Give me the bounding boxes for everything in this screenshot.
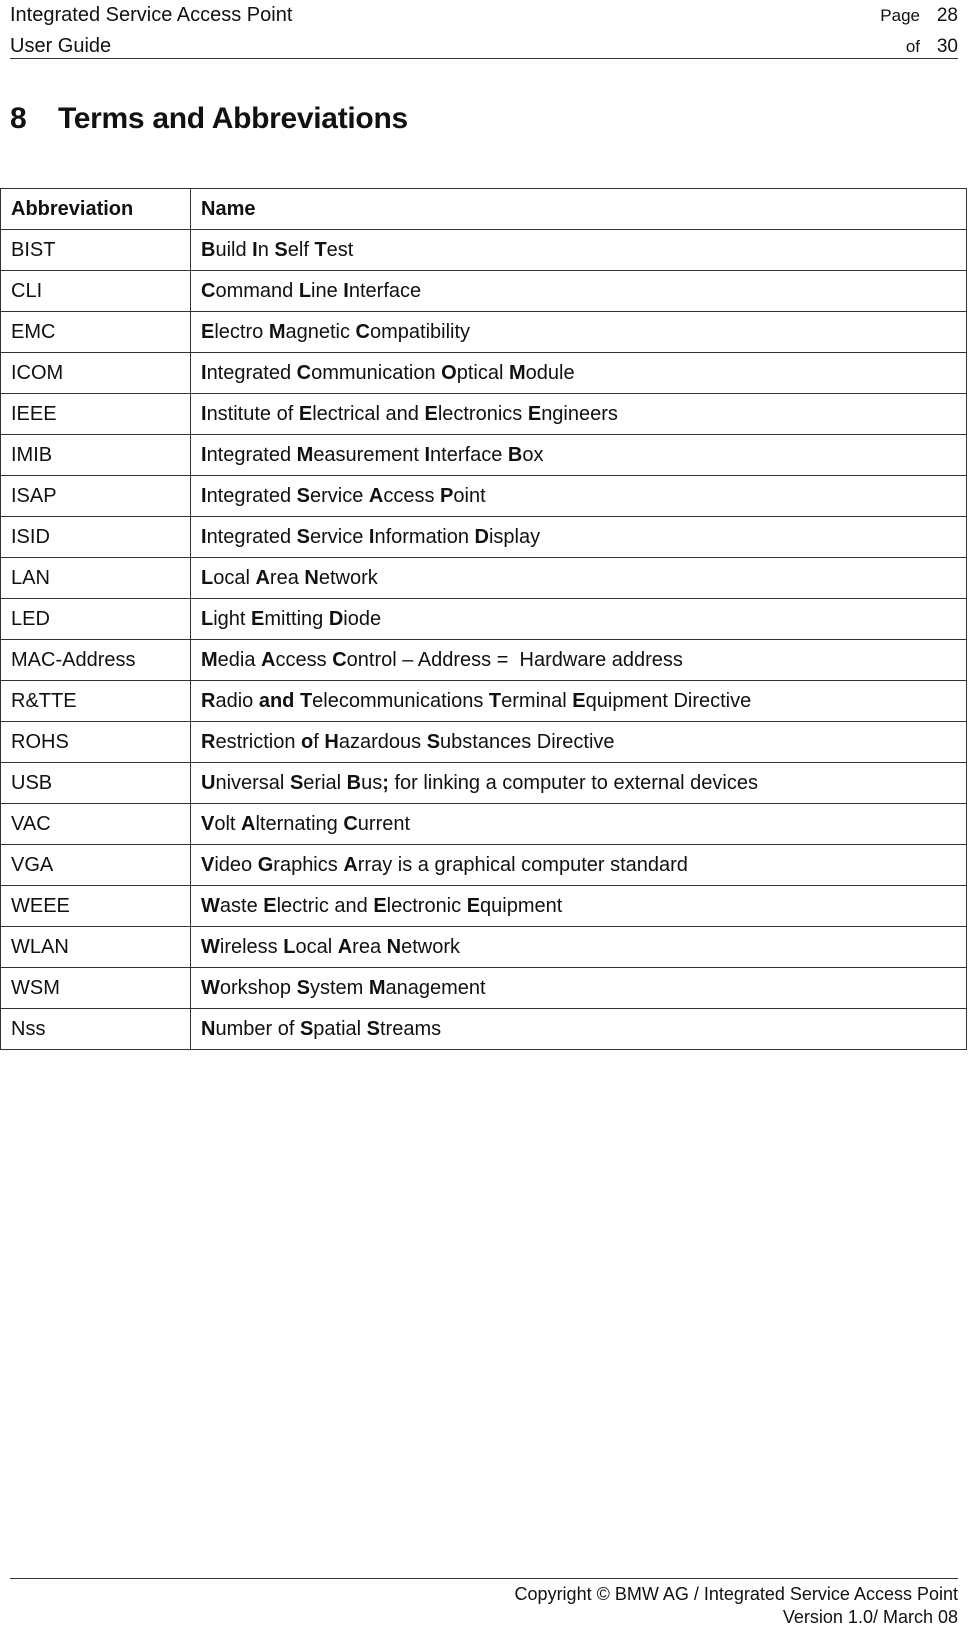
name-initial: W xyxy=(201,976,220,999)
table-row xyxy=(1,476,967,517)
abbreviation-cell: WSM xyxy=(1,968,191,1009)
abbreviation-cell: IEEE xyxy=(1,394,191,435)
copyright-text: Copyright © BMW AG / Integrated Service Access Point xyxy=(514,1584,958,1604)
abbreviations-table xyxy=(0,188,967,1050)
name-initial: E xyxy=(572,689,586,712)
name-text: azardous xyxy=(338,730,427,753)
document-title: Integrated Service Access Point xyxy=(10,4,293,26)
name-initial: C xyxy=(296,361,312,384)
name-initial: C xyxy=(343,812,358,835)
table-row xyxy=(1,763,967,804)
name-initial: W xyxy=(201,894,220,917)
name-initial: I xyxy=(201,361,207,384)
name-text: n xyxy=(257,238,275,261)
name-text: ntegrated xyxy=(206,484,297,507)
name-text: aste xyxy=(219,894,264,917)
name-text: ngineers xyxy=(541,402,618,425)
abbreviation-cell: ISID xyxy=(1,517,191,558)
name-cell xyxy=(191,230,967,271)
abbreviation-cell: ICOM xyxy=(1,353,191,394)
name-initial: M xyxy=(201,648,218,671)
name-text: f xyxy=(313,730,325,753)
table-row xyxy=(1,1009,967,1050)
name-text: iode xyxy=(343,607,382,630)
name-cell xyxy=(191,271,967,312)
table-row xyxy=(1,517,967,558)
name-initial: L xyxy=(283,935,296,958)
name-initial: L xyxy=(298,279,312,302)
name-text: nterface xyxy=(430,443,508,466)
name-initial: R xyxy=(201,689,216,712)
name-text: ight xyxy=(213,607,252,630)
abbreviation-cell: USB xyxy=(1,763,191,804)
name-text: rea xyxy=(352,935,387,958)
name-text: agnetic xyxy=(285,320,356,343)
table-row xyxy=(1,845,967,886)
name-text: ubstances Directive xyxy=(440,730,615,753)
abbreviation-cell: VAC xyxy=(1,804,191,845)
name-text: erminal xyxy=(501,689,573,712)
abbreviation-cell: WEEE xyxy=(1,886,191,927)
name-text: umber of xyxy=(215,1017,300,1040)
name-text: ntegrated xyxy=(206,443,297,466)
name-initial: H xyxy=(324,730,339,753)
name-text: isplay xyxy=(488,525,541,548)
name-initial: A xyxy=(343,853,358,876)
name-text: mitting xyxy=(264,607,329,630)
table-row xyxy=(1,968,967,1009)
name-text: nformation xyxy=(374,525,475,548)
name-cell xyxy=(191,394,967,435)
name-text: odule xyxy=(525,361,575,384)
name-text: uild xyxy=(215,238,253,261)
abbreviation-cell: Nss xyxy=(1,1009,191,1050)
name-text: oint xyxy=(453,484,486,507)
name-initial: C xyxy=(332,648,347,671)
name-initial: E xyxy=(373,894,387,917)
name-text: ompatibility xyxy=(370,320,471,343)
name-initial: S xyxy=(296,976,310,999)
page-footer xyxy=(10,1578,958,1629)
name-cell xyxy=(191,476,967,517)
name-initial: I xyxy=(343,279,349,302)
name-initial: S xyxy=(274,238,288,261)
abbreviation-cell: BIST xyxy=(1,230,191,271)
table-row xyxy=(1,394,967,435)
name-initial: B xyxy=(507,443,523,466)
name-initial: V xyxy=(201,812,215,835)
name-text: ocal xyxy=(213,566,256,589)
name-initial: D xyxy=(328,607,344,630)
document-subtitle: User Guide xyxy=(10,35,112,57)
name-initial: A xyxy=(241,812,256,835)
name-text: urrent xyxy=(357,812,411,835)
name-initial: S xyxy=(366,1017,380,1040)
name-initial: S xyxy=(289,771,304,794)
table-row xyxy=(1,640,967,681)
name-initial: V xyxy=(201,853,215,876)
abbreviation-cell: LAN xyxy=(1,558,191,599)
name-initial: C xyxy=(355,320,370,343)
name-text: ine xyxy=(311,279,344,302)
page-header xyxy=(10,0,958,59)
name-cell xyxy=(191,558,967,599)
name-initial: T xyxy=(488,689,502,712)
section-title: Terms and Abbreviations xyxy=(58,102,408,135)
name-initial: I xyxy=(201,402,207,425)
name-text: easurement xyxy=(313,443,425,466)
abbreviation-cell: MAC-Address xyxy=(1,640,191,681)
name-initial: I xyxy=(424,443,431,466)
name-text: est xyxy=(326,238,354,261)
name-cell xyxy=(191,599,967,640)
abbreviation-cell: R&TTE xyxy=(1,681,191,722)
name-cell xyxy=(191,722,967,763)
name-text: etwork xyxy=(318,566,378,589)
name-cell xyxy=(191,1009,967,1050)
name-text: ervice xyxy=(309,484,369,507)
name-initial: G xyxy=(257,853,274,876)
name-text: lectronic xyxy=(386,894,467,917)
name-initial: A xyxy=(261,648,276,671)
name-text: lectronics xyxy=(437,402,528,425)
section-number: 8 xyxy=(10,102,27,135)
name-cell xyxy=(191,640,967,681)
name-initial: W xyxy=(201,935,220,958)
name-text: anagement xyxy=(385,976,486,999)
name-initial: E xyxy=(251,607,265,630)
name-initial: N xyxy=(304,566,319,589)
name-initial: I xyxy=(252,238,258,261)
name-cell xyxy=(191,681,967,722)
name-initial: E xyxy=(298,402,313,425)
page-indicator xyxy=(860,0,958,62)
name-initial: S xyxy=(296,525,310,548)
table-row xyxy=(1,271,967,312)
name-initial: M xyxy=(368,976,386,999)
table-row xyxy=(1,722,967,763)
abbreviation-cell: IMIB xyxy=(1,435,191,476)
name-cell xyxy=(191,968,967,1009)
name-initial: S xyxy=(296,484,310,507)
name-initial: and T xyxy=(258,689,313,712)
name-initial: N xyxy=(201,1017,216,1040)
name-text: edia xyxy=(217,648,262,671)
name-text: ocal xyxy=(295,935,338,958)
page-number: 28 xyxy=(936,5,958,26)
name-text: rea xyxy=(269,566,305,589)
name-text: lectro xyxy=(214,320,269,343)
table-row xyxy=(1,353,967,394)
name-text: for linking a computer to external devices xyxy=(388,771,758,794)
name-text: etwork xyxy=(401,935,460,958)
name-text: ideo xyxy=(214,853,258,876)
name-text: ervice xyxy=(309,525,369,548)
name-cell xyxy=(191,763,967,804)
name-cell xyxy=(191,886,967,927)
name-text: elecommunications xyxy=(312,689,489,712)
name-initial: A xyxy=(255,566,270,589)
name-text: rray is a graphical computer standard xyxy=(357,853,688,876)
column-header-name: Name xyxy=(191,189,967,230)
name-initial: M xyxy=(268,320,286,343)
name-initial: E xyxy=(263,894,277,917)
name-initial: A xyxy=(337,935,353,958)
name-text: ntegrated xyxy=(206,525,297,548)
total-pages: 30 xyxy=(936,36,958,57)
table-row xyxy=(1,435,967,476)
name-text: niversal xyxy=(215,771,290,794)
name-text: elf xyxy=(287,238,315,261)
name-text: raphics xyxy=(273,853,344,876)
table-header-row xyxy=(1,189,967,230)
name-text: nterface xyxy=(348,279,422,302)
name-text: erial xyxy=(303,771,347,794)
version-text: Version 1.0/ March 08 xyxy=(782,1607,958,1627)
name-text: quipment xyxy=(480,894,563,917)
of-label: of xyxy=(905,37,920,56)
header-titles xyxy=(10,0,292,62)
name-initial: I xyxy=(201,484,207,507)
abbreviation-cell: VGA xyxy=(1,845,191,886)
name-initial: E xyxy=(201,320,215,343)
abbreviation-cell: ISAP xyxy=(1,476,191,517)
name-text: ireless xyxy=(219,935,284,958)
name-cell xyxy=(191,353,967,394)
name-text: ommand xyxy=(215,279,299,302)
name-initial: B xyxy=(201,238,216,261)
name-cell xyxy=(191,927,967,968)
name-text: treams xyxy=(380,1017,442,1040)
name-initial: L xyxy=(201,566,214,589)
name-initial: E xyxy=(527,402,542,425)
name-initial: E xyxy=(424,402,438,425)
name-initial: L xyxy=(201,607,214,630)
name-text: lectric and xyxy=(276,894,374,917)
name-text: lternating xyxy=(255,812,344,835)
name-text: estriction xyxy=(215,730,302,753)
name-cell xyxy=(191,845,967,886)
name-text: ccess xyxy=(275,648,333,671)
name-initial: I xyxy=(201,443,207,466)
name-cell xyxy=(191,435,967,476)
name-initial: R xyxy=(201,730,216,753)
name-text: orkshop xyxy=(219,976,297,999)
table-row xyxy=(1,312,967,353)
name-text: ox xyxy=(522,443,544,466)
name-initial: D xyxy=(474,525,489,548)
name-text: ommunication xyxy=(311,361,442,384)
table-row xyxy=(1,681,967,722)
name-initial: ; xyxy=(382,771,389,794)
name-initial: O xyxy=(441,361,457,384)
abbreviation-cell: LED xyxy=(1,599,191,640)
name-initial: C xyxy=(201,279,216,302)
name-cell xyxy=(191,804,967,845)
name-text: lectrical and xyxy=(312,402,425,425)
table-row xyxy=(1,230,967,271)
name-initial: A xyxy=(368,484,384,507)
name-text: ccess xyxy=(383,484,441,507)
name-initial: E xyxy=(466,894,481,917)
table-row xyxy=(1,599,967,640)
name-text: ystem xyxy=(309,976,369,999)
name-initial: M xyxy=(508,361,526,384)
name-text: ontrol – Address = Hardware address xyxy=(346,648,683,671)
name-text: ntegrated xyxy=(206,361,297,384)
name-initial: S xyxy=(299,1017,314,1040)
page-label: Page xyxy=(880,6,920,25)
name-initial: B xyxy=(346,771,362,794)
name-initial: U xyxy=(201,771,216,794)
name-cell xyxy=(191,517,967,558)
name-initial: P xyxy=(440,484,454,507)
table-row xyxy=(1,886,967,927)
name-text: quipment Directive xyxy=(585,689,752,712)
name-cell xyxy=(191,312,967,353)
name-initial: M xyxy=(296,443,314,466)
name-initial: S xyxy=(426,730,441,753)
abbreviation-cell: EMC xyxy=(1,312,191,353)
section-heading xyxy=(10,102,408,136)
name-initial: I xyxy=(201,525,207,548)
table-row xyxy=(1,927,967,968)
abbreviation-cell: WLAN xyxy=(1,927,191,968)
table-row xyxy=(1,558,967,599)
name-text: olt xyxy=(214,812,242,835)
table-body xyxy=(1,230,967,1050)
name-text: ptical xyxy=(456,361,509,384)
name-text: adio xyxy=(215,689,259,712)
name-text: patial xyxy=(313,1017,367,1040)
name-initial: T xyxy=(314,238,327,261)
name-text: us xyxy=(361,771,383,794)
abbreviation-cell: ROHS xyxy=(1,722,191,763)
name-text: nstitute of xyxy=(206,402,299,425)
name-initial: I xyxy=(368,525,375,548)
name-initial: o xyxy=(301,730,314,753)
table-row xyxy=(1,804,967,845)
abbreviation-cell: CLI xyxy=(1,271,191,312)
name-initial: N xyxy=(386,935,402,958)
column-header-abbreviation: Abbreviation xyxy=(1,189,191,230)
